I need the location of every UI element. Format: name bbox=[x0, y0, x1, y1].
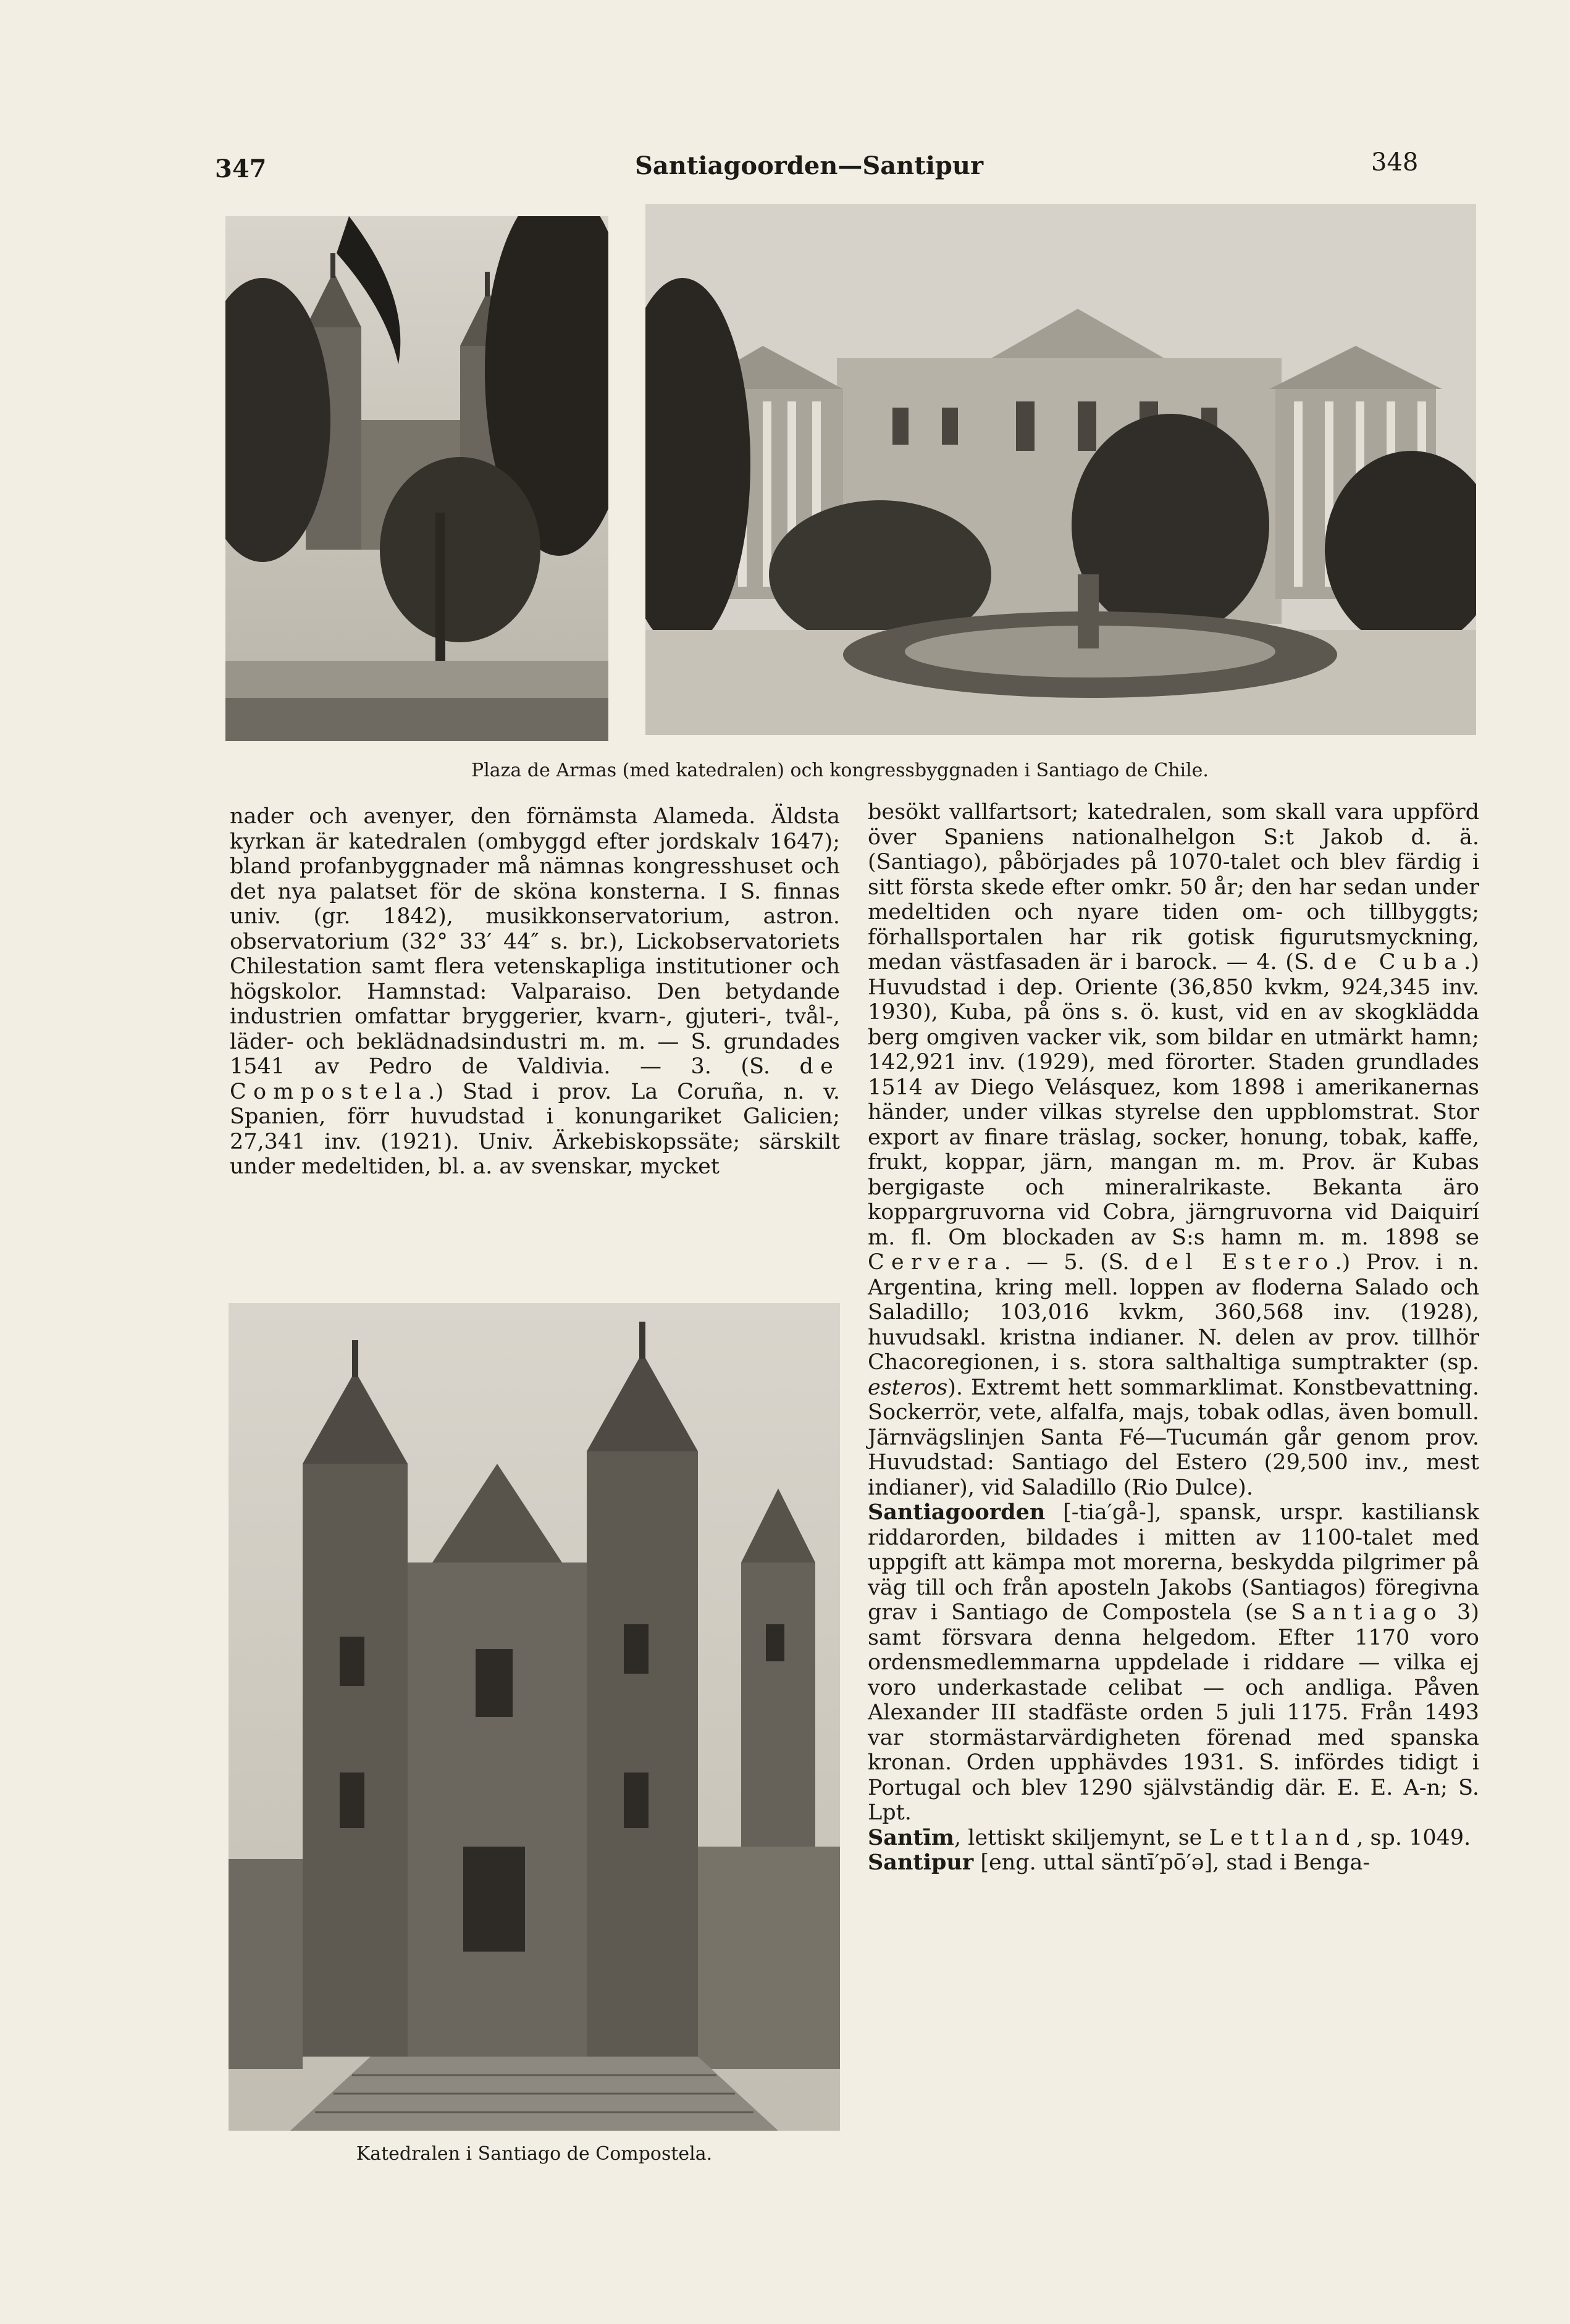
spaced-term: de Compostela bbox=[230, 1054, 840, 1104]
top-photo-caption: Plaza de Armas (med katedralen) och kongressbyggnaden i Santiago de Chile. bbox=[471, 760, 1209, 781]
entry-santipur bbox=[868, 1850, 1479, 1876]
text-run: .) Huvudstad i dep. Oriente (36,850 kvkm, 924,345 inv. 1930), Kuba, på öns s. ö. kust, vid en av skogklädda berg omgiven vacker vik, som bildar en utmärkt hamn; 142,921 inv. (1929), med förorter. Staden grundlades 1514 av Diego Velásquez, kom 1898 i amerikanernas händer, under vilkas styrelse den uppblomstrat. Stor export av finare träslag, socker, honung, tobak, kaffe, frukt, koppar, järn, mangan m. m. Prov. är Kubas bergigaste och mineralrikaste. Bekanta äro koppargruvorna vid Cobra, järngruvorna vid Daiquirí m. fl. Om blockaden av S:s hamn m. m. 1898 se bbox=[868, 950, 1479, 1250]
italic-term: esteros bbox=[868, 1375, 948, 1400]
spaced-term: Santiago bbox=[1291, 1600, 1443, 1625]
santiago-continuation-paragraph bbox=[230, 804, 840, 1180]
entry-santiagoorden bbox=[868, 1500, 1479, 1826]
congress-building-photo bbox=[645, 204, 1476, 735]
entry-headword: Santiagoorden bbox=[868, 1500, 1046, 1525]
text-run: besökt vallfartsort; katedralen, som skall vara uppförd över Spaniens nationalhelgon S:t Jakob d. ä. (Santiago), påbörjades på 1070-talet och blev färdig i sitt första skede efter omkr. 50 år; den har sedan under medeltiden och nyare tiden om- och tillbyggts; förhallsportalen har rik gotisk figurutsmyckning, medan västfasaden är i barock. — 4. (S. bbox=[868, 800, 1479, 975]
text-run: 3) samt försvara denna helgedom. Efter 1170 voro ordensmedlemmarna uppdelade i riddare — vilka ej voro underkastade celibat — och andliga. Påven Alexander III stadfäste orden 5 juli 1175. Från 1493 var stormästarvärdigheten förenad med spanska kronan. Orden upphävdes 1931. S. infördes tidigt i Portugal och blev 1290 självständig där. E. E. A-n; S. Lpt. bbox=[868, 1600, 1479, 1825]
text-run: .) Prov. i n. Argentina, kring mell. loppen av floderna Salado och Saladillo; 103,016 kvkm, 360,568 inv. (1928), huvudsakl. kristna indianer. N. delen av prov. tillhör Chacoregionen, i s. stora salthaltiga sumptrakter (sp. bbox=[868, 1250, 1479, 1375]
plaza-de-armas-photo bbox=[225, 216, 608, 741]
compostela-cathedral-photo bbox=[229, 1303, 840, 2131]
bottom-photo-caption: Katedralen i Santiago de Compostela. bbox=[356, 2143, 713, 2165]
running-title: Santiagoorden—Santipur bbox=[634, 151, 984, 180]
left-column-text bbox=[230, 804, 840, 1180]
santiago-compostela-cuba-estero-paragraph bbox=[868, 800, 1479, 1500]
text-run: [eng. uttal säntī′pō′ə], stad i Benga- bbox=[973, 1850, 1371, 1875]
entry-headword: Santīm bbox=[868, 1824, 954, 1850]
entry-headword: Santipur bbox=[868, 1850, 974, 1875]
page-number-left: 347 bbox=[215, 154, 267, 183]
text-run: , lettiskt skiljemynt, se bbox=[954, 1825, 1209, 1850]
text-run: .) Stad i prov. La Coruña, n. v. Spanien, förr huvudstad i konungariket Galicien; 27,341 inv. (1921). Univ. Ärkebiskopssäte; särskilt under medeltiden, bl. a. av svenskar, mycket bbox=[230, 1079, 840, 1179]
right-column-text bbox=[868, 800, 1479, 1876]
text-run: [-tia′gå-], spansk, urspr. kastiliansk riddarorden, bildades i mitten av 1100-talet med uppgift att kämpa mot morerna, beskydda pilgrimer på väg till och från aposteln Jakobs (Santiagos) föregivna grav i Santiago de Compostela (se bbox=[868, 1500, 1479, 1625]
text-run: , sp. 1049. bbox=[1356, 1825, 1471, 1850]
spaced-term: Cervera bbox=[868, 1250, 1004, 1275]
entry-santim bbox=[868, 1826, 1479, 1851]
text-run: ). Extremt hett sommarklimat. Konstbevattning. Sockerrör, vete, alfalfa, majs, tobak odlas, även bomull. Järnvägslinjen Santa Fé—Tucumán går genom prov. Huvudstad: Santiago del Estero (29,500 inv., mest indianer), vid Saladillo (Rio Dulce). bbox=[868, 1375, 1479, 1500]
text-run: . — 5. (S. bbox=[1004, 1250, 1145, 1275]
page-number-right: 348 bbox=[1371, 148, 1419, 177]
text-run: nader och avenyer, den förnämsta Alameda. Äldsta kyrkan är katedralen (ombyggd efter jordskalv 1647); bland profanbyggnader må nämnas kongresshuset och det nya palatset för de sköna konsterna. I S. finnas univ. (gr. 1842), musikkonservatorium, astron. observatorium (32° 33′ 44″ s. br.), Lickobservatoriets Chilestation samt flera vetenskapliga institutioner och högskolor. Hamnstad: Valparaiso. Den betydande industrien omfattar bryggerier, kvarn-, gjuteri-, tvål-, läder- och beklädnadsindustri m. m. — S. grundades 1541 av Pedro de Valdivia. — 3. (S. bbox=[230, 804, 840, 1079]
spaced-term: Lettland bbox=[1209, 1825, 1357, 1850]
spaced-term: de Cuba bbox=[1323, 950, 1464, 975]
spaced-term: del Estero bbox=[1144, 1250, 1335, 1275]
